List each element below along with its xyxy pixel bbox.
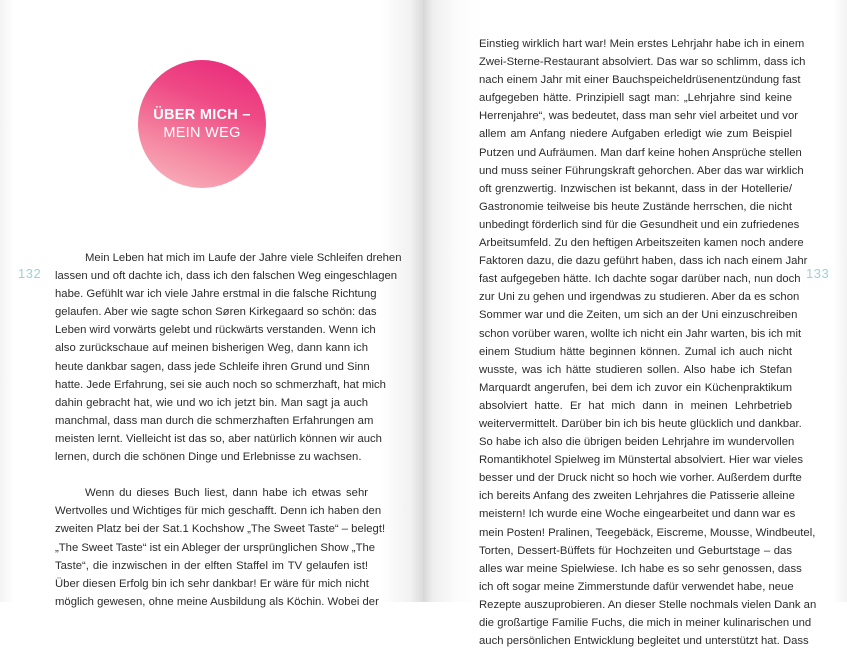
text-line: weitervermittelt. Darüber bin ich bis heute glücklich und dankbar. (479, 417, 802, 430)
text-line: schon vorüber waren, wollte ich nicht ein Jahr warten, bis ich mit (479, 327, 802, 340)
text-line: unbedingt förderlich sind für die Gesundheit und ein zufriedenes (479, 218, 800, 231)
text-line: hatte. Jede Erfahrung, sei sie auch noch so schmerzhaft, hat mich (55, 378, 386, 391)
text-line: Putzen und Aufräumen. Man darf keine hohen Ansprüche stellen (479, 146, 802, 159)
text-line: möglich gewesen, ohne meine Ausbildung als Köchin. Wobei der (55, 595, 379, 608)
text-line: alles war meine Spielwiese. Ich habe es so sehr genossen, dass (479, 562, 802, 575)
text-line: Marquardt angerufen, bei dem ich zuvor ein Küchenpraktikum (479, 381, 792, 394)
text-line: habe. Gefühlt war ich viele Jahre erstmal in die falsche Richtung (55, 288, 377, 301)
text-line: wusste, was ich hätte studieren sollen. Also habe ich Stefan (479, 363, 792, 376)
chapter-title-line1: ÜBER MICH – (153, 107, 251, 123)
text-line: Arbeitsumfeld. Zu den heftigen Arbeitszeiten kamen noch andere (479, 237, 804, 250)
text-line: gelaufen. Aber wie sagte schon Søren Kirkegaard so schön: das (55, 306, 377, 319)
text-line: auch persönlichen Entwicklung begleitet und unterstützt hat. Dass (479, 635, 809, 648)
text-line: mein Posten! Pralinen, Teegebäck, Eiscreme, Mousse, Windbeutel, (479, 526, 816, 539)
text-line: Über diesen Erfolg bin ich sehr dankbar! Er wäre für mich nicht (55, 577, 369, 590)
text-line: zweiten Platz bei der Sat.1 Kochshow „The Sweet Taste“ – belegt! (55, 523, 386, 536)
page-number-right: 133 (806, 266, 830, 281)
text-line: ich bereits Anfang des zweiten Lehrjahres die Patisserie alleine (479, 490, 795, 503)
text-line: Leben wird vorwärts gelebt und rückwärts verstanden. Wenn ich (55, 324, 376, 337)
text-line: dahin gebracht hat, wie und wo ich jetzt bin. Man sagt ja auch (55, 396, 368, 409)
text-line: und muss seiner Führungskraft gehorchen. Aber das war wirklich (479, 164, 804, 177)
text-line: fast aufgegeben hätte. Ich dachte sogar darüber nach, nun doch (479, 273, 801, 286)
text-line: einem Studium hätte beginnen können. Zumal ich auch nicht (479, 345, 792, 358)
text-line: die großartige Familie Fuchs, die mich in meiner kulinarischen und (479, 617, 812, 629)
text-line: manchmal, dass man durch die schmerzhaften Erfahrungen am (55, 414, 374, 427)
text-line: Torten, Dessert-Büffets für Hochzeiten und Geburtstage – das (479, 544, 792, 557)
left-page-body-text (55, 249, 402, 611)
text-line: zur Uni zu gehen und irgendwas zu studieren. Aber da es schon (479, 291, 800, 304)
text-line: Wertvolles und Wichtiges für mich geschafft. Denn ich haben den (55, 505, 382, 518)
text-line: aufgegeben hätte. Prinzipiell sagt man: „Lehrjahre sind keine (479, 92, 792, 105)
text-line: Einstieg wirklich hart war! Mein erstes Lehrjahr habe ich in einem (479, 38, 805, 50)
text-line: Taste“, die inzwischen in der elften Staffel im TV gelaufen ist! (55, 559, 368, 572)
text-line: lernen, durch die schönen Dinge und Erlebnisse zu wachsen. (55, 451, 362, 464)
text-line: lassen und oft dachte ich, dass ich den falschen Weg eingeschlagen (55, 270, 398, 283)
text-line: also zurückschaue auf meinen bisherigen Weg, dann kann ich (55, 342, 368, 355)
text-line: So habe ich also die übrigen beiden Lehrjahre im wundervollen (479, 436, 795, 449)
text-line: Sommer war und die Zeiten, um sich an der Uni einzuschreiben (479, 309, 798, 322)
text-line: allem am Anfang niedere Aufgaben erledigt wie zum Beispiel (479, 128, 792, 141)
text-line: Rezepte auszuprobieren. An dieser Stelle nochmals vielen Dank an (479, 598, 817, 611)
text-line: oft grenzwertig. Inzwischen ist bekannt, dass in der Hotellerie/ (479, 182, 792, 195)
text-line: besser und der Druck nicht so hoch wie vorher. Außerdem durfte (479, 472, 802, 485)
text-line: Herrenjahre“, was bedeutet, dass man sehr viel arbeitet und vor (479, 110, 798, 123)
text-line: meistern! Ich wurde eine Woche eingearbeitet und dann war es (479, 508, 796, 521)
text-line: Faktoren dazu, die dazu geführt haben, dass ich nach einem Jahr (479, 255, 808, 268)
text-line: ich oft sogar meine Zimmerstunde dafür verwendet habe, neue (479, 580, 794, 593)
text-line: absolviert hatte. Er hat mich dann in meinen Lehrbetrieb (479, 399, 792, 412)
paragraph-gap (55, 466, 368, 484)
text-line: Romantikhotel Spielweg im Münstertal absolviert. Hier war vieles (479, 454, 803, 467)
text-line: nach einem Jahr mit einer Bauchspeicheldrüsenentzündung fast (479, 74, 801, 87)
text-line: Wenn du dieses Buch liest, dann habe ich etwas sehr (85, 487, 368, 500)
text-line: Zwei-Sterne-Restaurant absolviert. Das war so schlimm, dass ich (479, 56, 806, 69)
right-page-body-text (479, 35, 817, 650)
text-line: „The Sweet Taste“ ist ein Ableger der ursprünglichen Show „The (55, 541, 376, 554)
chapter-title-line2: MEIN WEG (163, 125, 241, 141)
text-line: Mein Leben hat mich im Laufe der Jahre viele Schleifen drehen (85, 252, 402, 264)
chapter-title-circle (138, 60, 266, 188)
text-line: Gastronomie teilweise bis heute Zustände herrschen, die nicht (479, 200, 792, 213)
text-line: meisten lernt. Vielleicht ist das so, aber natürlich können wir auch (55, 432, 382, 445)
text-line: heute dankbar sagen, dass jede Schleife ihren Grund und Sinn (55, 360, 370, 373)
page-number-left: 132 (18, 266, 42, 281)
